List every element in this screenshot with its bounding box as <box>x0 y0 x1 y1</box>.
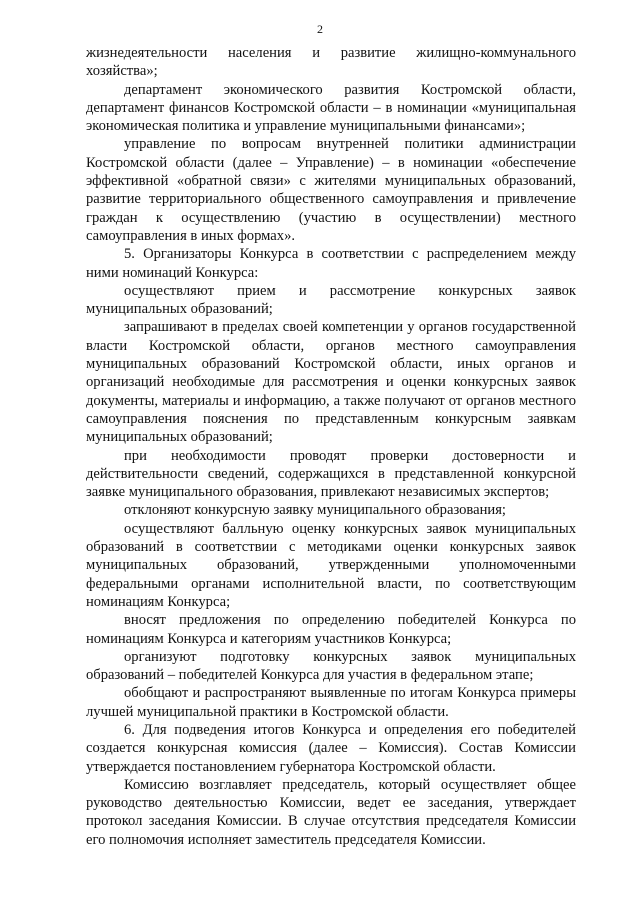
paragraph: департамент экономического развития Костромской области, департамент финансов Костромской области – в номинации «муниципальная экономическая политика и управление муниципальными финансами»; <box>86 81 576 135</box>
paragraph: при необходимости проводят проверки достоверности и действительности сведений, содержащихся в представленной конкурсной заявке муниципального образования, привлекают независимых экспертов; <box>86 447 576 501</box>
paragraph: Комиссию возглавляет председатель, который осуществляет общее руководство деятельностью Комиссии, ведет ее заседания, утверждает протокол заседания Комиссии. В случае отсутствия председателя Комиссии его полномочия исполняет заместитель председателя Комиссии. <box>86 776 576 848</box>
paragraph: обобщают и распространяют выявленные по итогам Конкурса примеры лучшей муниципальной практики в Костромской области. <box>86 685 576 720</box>
document-body <box>86 44 576 849</box>
paragraph: осуществляют прием и рассмотрение конкурсных заявок муниципальных образований; <box>86 282 576 318</box>
paragraph: 6. Для подведения итогов Конкурса и определения его победителей создается конкурсная комиссия (далее – Комиссия). Состав Комиссии утверждается постановлением губернатора Костромской области. <box>86 721 576 775</box>
paragraph: управление по вопросам внутренней политики администрации Костромской области (далее – Управление) – в номинации «обеспечение эффективной «обратной связи» с жителями муниципальных образований, развитие территориального общественного самоуправления и привлечение граждан к осуществлению (участию в осуществлении) местного самоуправления в иных формах». <box>86 136 576 244</box>
paragraph: запрашивают в пределах своей компетенции у органов государственной власти Костромской области, органов местного самоуправления муниципальных образований Костромской области, иных органов и организаций необходимые для рассмотрения и оценки конкурсных заявок документы, материалы и информацию, а также получают от органов местного самоуправления пояснения по представленным конкурсным заявкам муниципальных образований; <box>86 319 576 446</box>
paragraph: 5. Организаторы Конкурса в соответствии с распределением между ними номинаций Конкурса: <box>86 246 576 281</box>
paragraph: осуществляют балльную оценку конкурсных заявок муниципальных образований в соответствии с методиками оценки конкурсных заявок муниципальных образований, утвержденными уполномоченными федеральными органами исполнительной власти, по соответствующим номинациям Конкурса; <box>86 520 576 610</box>
paragraph: вносят предложения по определению победителей Конкурса по номинациям Конкурса и категориям участников Конкурса; <box>86 612 576 647</box>
paragraph: отклоняют конкурсную заявку муниципального образования; <box>124 502 506 519</box>
page-number: 2 <box>317 22 323 36</box>
paragraph: организуют подготовку конкурсных заявок муниципальных образований – победителей Конкурса для участия в федеральном этапе; <box>86 648 576 684</box>
paragraph: жизнедеятельности населения и развитие жилищно-коммунального хозяйства»; <box>86 45 576 80</box>
